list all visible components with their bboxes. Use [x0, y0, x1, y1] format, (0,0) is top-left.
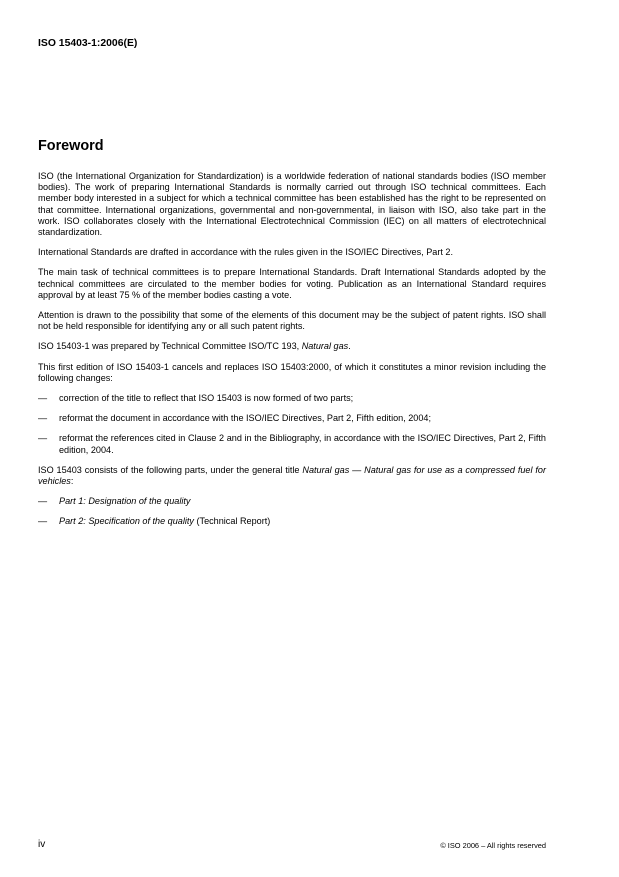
page-number: iv: [38, 839, 46, 850]
dash-marker: —: [38, 496, 48, 507]
foreword-heading: Foreword: [38, 138, 104, 154]
paragraph-iso-intro: ISO (the International Organization for Standardization) is a worldwide federation of national standards bodies (ISO member bodies). The work of preparing International Standards is normally carried out through ISO technical committees. Each member body interested in a subject for which a technical committee has been established has the right to be represented on that committee. International organizations, governmental and non-governmental, in liaison with ISO, also take part in the work. ISO collaborates closely with the International Electrotechnical Commission (IEC) on all matters of electrotechnical standardization.: [38, 171, 546, 238]
list-item-change: — reformat the document in accordance with the ISO/IEC Directives, Part 2, Fifth edition, 2004;: [38, 413, 432, 424]
paragraph-drafting-rules: International Standards are drafted in accordance with the rules given in the ISO/IEC Directives, Part 2.: [38, 247, 453, 258]
list-item-change: — reformat the references cited in Clause 2 and in the Bibliography, in accordance with the ISO/IEC Directives, Part 2, Fifth edition, 2004.: [38, 433, 546, 455]
paragraph-main-task: The main task of technical committees is to prepare International Standards. Draft International Standards adopted by the technical committees are circulated to the member bodies for voting. Publication as an International Standard requires approval by at least 75 % of the member bodies casting a vote.: [38, 267, 546, 300]
document-id: ISO 15403-1:2006(E): [38, 38, 138, 49]
paragraph-patent-rights: Attention is drawn to the possibility that some of the elements of this document may be the subject of patent rights. ISO shall not be held responsible for identifying any or all such patent rights.: [38, 310, 546, 332]
list-item-change: — correction of the title to reflect that ISO 15403 is now formed of two parts;: [38, 393, 354, 404]
list-item-part: — Part 1: Designation of the quality: [38, 496, 191, 507]
paragraph-parts-intro: ISO 15403 consists of the following parts, under the general title Natural gas — Natural gas for use as a compressed fuel for vehicles:: [38, 464, 546, 487]
dash-marker: —: [38, 393, 48, 404]
dash-marker: —: [38, 516, 48, 527]
paragraph-edition: This first edition of ISO 15403-1 cancels and replaces ISO 15403:2000, of which it constitutes a minor revision including the following changes:: [38, 361, 546, 383]
list-item-part: — Part 2: Specification of the quality (Technical Report): [38, 516, 271, 527]
dash-marker: —: [38, 433, 48, 444]
copyright-notice: © ISO 2006 – All rights reserved: [440, 841, 546, 850]
dash-marker: —: [38, 413, 48, 424]
foreword-body: [38, 171, 546, 537]
paragraph-prepared-by: ISO 15403-1 was prepared by Technical Committee ISO/TC 193, Natural gas.: [38, 341, 351, 352]
